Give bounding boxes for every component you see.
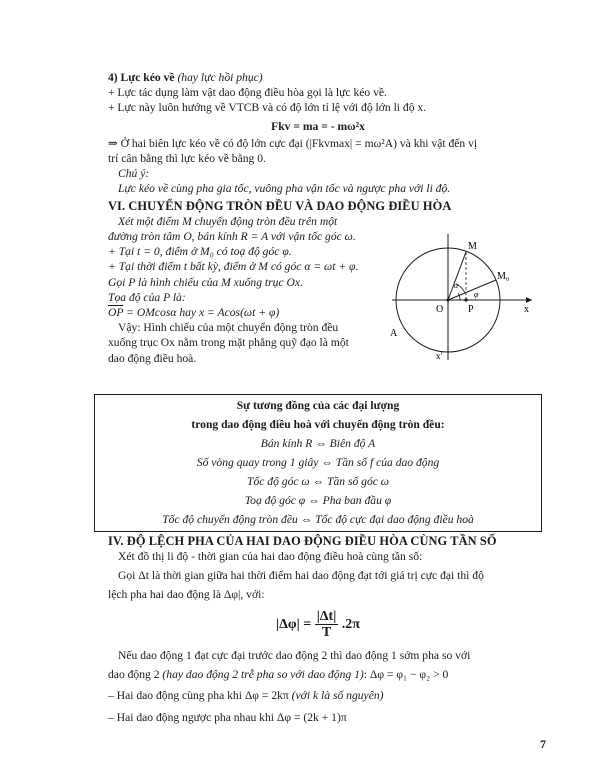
label-m: M [468,240,477,252]
label-o: O [436,303,444,315]
text-line: Nếu dao động 1 đạt cực đại trước dao động 2 thì dao động 1 sớm pha so với [118,649,471,663]
text-part: : Δφ = φ₁ − φ₂ > 0 [363,668,449,682]
section6-body [108,214,528,390]
section-heading: IV. ĐỘ LỆCH PHA CỦA HAI DAO ĐỘNG ĐIỀU HÒA CÙNG TẦN SỐ [108,533,497,548]
box-row: Số vòng quay trong 1 giây ⇔ Tần số f của dao động [196,455,440,469]
formula-right: .2π [341,616,360,632]
note-text: Lực kéo về cùng pha gia tốc, vuông pha vận tốc và ngược pha với li độ. [118,182,451,196]
x-axis-arrow [526,297,532,303]
heading-text: 4) Lực kéo về [108,71,175,84]
text-line: – Hai dao động ngược pha nhau khi Δφ = (2k + 1)π [108,710,347,724]
text-part: – Hai dao động cùng pha khi Δφ = 2kπ [108,689,292,703]
text-line: Vậy: Hình chiếu của một chuyển động tròn đều [118,321,339,335]
label-m0: M₀ [497,270,510,282]
label-alpha: α [454,280,459,290]
phase-difference-formula [108,609,528,640]
radius-om [448,252,466,300]
box-row: Toạ độ góc φ ⇔ Pha ban đầu φ [244,493,392,507]
text-line: Gọi P là hình chiếu của M xuống trục Ox. [108,275,303,289]
text-line: xuống trục Ox nằm trong mặt phẳng quỹ đạo là một [108,336,349,350]
text-line: Tọa độ của P là: [108,290,186,304]
coordinate-formula-rest: = OMcosα hay x = Acos(ωt + φ) [123,306,280,320]
fraction-denominator: T [321,624,332,640]
label-a: A [390,327,398,339]
label-phi: φ [474,289,479,299]
circular-motion-figure [390,232,540,382]
correspondence-box [94,394,542,532]
point-o [446,298,449,301]
box-row: Tốc độ chuyển động tròn đều ⇔ Tốc độ cực đại dao động điều hoà [162,512,474,526]
box-row: Tốc độ góc ω ⇔ Tần số góc ω [247,474,389,488]
text-line: lệch pha hai dao động là Δφ|, với: [108,588,265,602]
text-line: ⇒ Ở hai biên lực kéo về có độ lớn cực đại (|Fkvmax| = mω²A) và khi vật đến vị [108,136,478,150]
label-p: P [468,303,474,315]
text-line: + Lực tác dụng làm vật dao động điều hòa gọi là lực kéo về. [108,86,387,100]
text-line: Xét một điểm M chuyển động tròn đều trên một [118,214,338,228]
box-title: trong dao động điều hoà với chuyển động tròn đều: [191,417,445,431]
label-x: x [524,303,529,315]
text-part: dao động 2 [108,668,163,682]
phi-arc [458,293,460,300]
text-part-italic: (hay dao động 2 trễ pha so với dao động 1) [162,668,364,682]
box-title: Sự tương đồng của các đại lượng [236,398,400,412]
formula-left: |Δφ| = [276,616,312,632]
document-page [108,70,528,725]
label-x-prime: x' [436,350,443,361]
page-number: 7 [540,737,546,751]
text-line: + Lực này luôn hướng về VTCB và có độ lớn tỉ lệ với độ lớn li độ x. [108,101,427,115]
text-line: đường tròn tâm O, bán kính R = A với vận tốc góc ω. [108,230,356,244]
text-line [108,688,528,703]
fraction-numerator: |Δt| [316,608,337,624]
note-label: Chú ý: [118,167,150,181]
text-line: Gọi Δt là thời gian giữa hai thời điểm hai dao động đạt tới giá trị cực đại thì độ [118,569,484,583]
section-heading: VI. CHUYỂN ĐỘNG TRÒN ĐỀU VÀ DAO ĐỘNG ĐIỀU HÒA [108,198,452,213]
point-p [464,298,467,301]
text-line: + Tại thời điểm t bất kỳ, điểm ở M có góc α = ωt + φ. [108,260,359,274]
heading-note: (hay lực hồi phục) [177,71,263,84]
restoring-force-heading [108,70,528,85]
coordinate-formula [108,305,408,320]
text-line: dao động điều hoà. [108,351,197,365]
vector-op: $\overline{OP}$ [108,306,124,320]
text-line: + Tại t = 0, điểm ở M₀ có toạ độ góc φ. [108,245,292,259]
text-line [108,667,528,682]
box-row: Bán kính R ⇔ Biên độ A [260,436,376,450]
text-part-italic: (với k là số nguyên) [291,689,384,703]
section6-text [108,214,408,366]
restoring-force-formula: Fkv = ma = - mω²x [271,119,365,133]
formula-fraction [315,609,339,640]
text-line: trí cân bằng thì lực kéo về bằng 0. [108,152,266,166]
text-line: Xét đồ thị li độ - thời gian của hai dao động điều hoà cùng tần số: [118,550,423,564]
